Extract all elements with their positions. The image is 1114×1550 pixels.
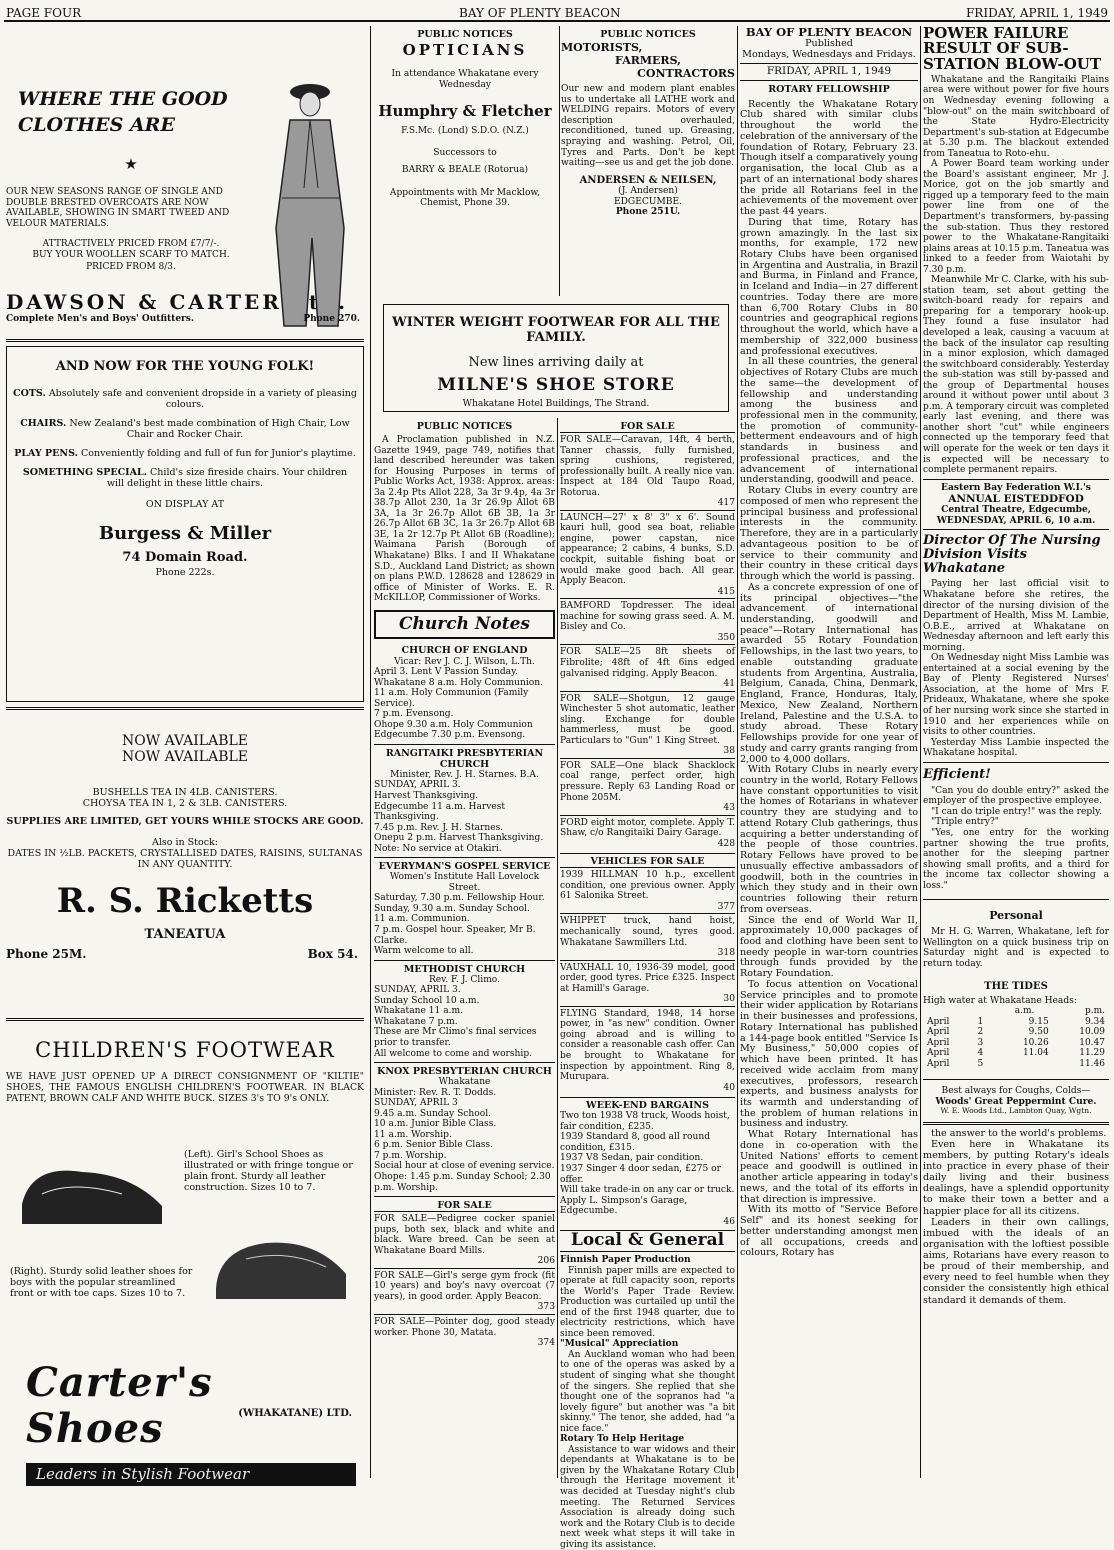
classified-ad-text: BAMFORD Topdresser. The ideal machine for sowing grass seed. A. M. Bisley and Co. — [560, 601, 735, 633]
burgess-ad — [6, 346, 364, 702]
power-failure-heading: POWER FAILURE RESULT OF SUB-STATION BLOW-OUT — [923, 24, 1102, 73]
classified-ad-text: VAUXHALL 10, 1936-39 model, good order, good tyres. Price £325. Inspect at Hamill's Garage. — [560, 962, 735, 994]
vehicles-list — [560, 867, 735, 1094]
dawson-body: OUR NEW SEASONS RANGE OF SINGLE AND DOUBLE BRESTED OVERCOATS ARE NOW AVAILABLE, SHOWING IN SMART TWEED AND VELOUR MATERIALS. — [6, 187, 230, 229]
opticians-predecessor: BARRY & BEALE (Rotorua) — [401, 164, 529, 175]
knox-church-location: Whakatane — [438, 1077, 491, 1088]
tide-am: 10.26 — [1022, 1037, 1049, 1048]
service-line: SUNDAY, APRIL 3 — [374, 1098, 458, 1109]
classified-ad-number: 38 — [723, 746, 735, 757]
tide-row — [923, 1027, 1109, 1037]
service-line: All welcome to come and worship. — [374, 1048, 533, 1059]
bargain-line: Will take trade-in on any car or truck. — [560, 1185, 735, 1196]
classified-ad-number: 377 — [717, 901, 735, 912]
service-line: 6 p.m. Senior Bible Class. — [374, 1140, 493, 1151]
article-paragraph: A Power Board team working under the Board's assistant engineer, Mr J. Morice, got on the job smartly and rigged up a temporary feed to the main power line from one of the Department's transformers, by-passing the sub-station. Thus they restored power to the Whakatane-Rangitaiki plains areas at 10.15 p.m. Taneatua was linked to a feeder from Waiotahi by 7.30 p.m. — [923, 159, 1109, 275]
tides-table — [923, 1006, 1109, 1069]
public-notices-header: PUBLIC NOTICES — [416, 421, 513, 432]
ricketts-line-1: BUSHELLS TEA IN 4LB. CANISTERS. — [92, 787, 278, 799]
service-line: Ohope: 1.45 p.m. Sunday School; 2.30 p.m. Worship. — [374, 1172, 551, 1193]
service-line: Onepu 2 p.m. Harvest Thanksgiving. — [374, 833, 544, 844]
classified-ad-text: FOR SALE—Pointer dog, good steady worker. Phone 30, Matata. — [374, 1317, 555, 1338]
masthead-days: Mondays, Wednesdays and Fridays. — [742, 48, 916, 60]
carters-ad — [6, 1024, 364, 1484]
carters-title: CHILDREN'S FOOTWEAR — [35, 1038, 335, 1062]
article-paragraph: On Wednesday night Miss Lambie was entertained at a social evening by the Bay of Plenty Registered Nurses' Association, at the home of Mrs F. Prideaux, Whakatane, where she spoke of her nursing work since she started in 1910 and her experiences while on visits to other countries. — [923, 653, 1109, 738]
article-paragraph: Meanwhile Mr C. Clarke, with his sub-station team, set about getting the switch-board ready for repairs and preparing for a temporary hook-up. They found a fuse insulator had developed a leak, causing a vacuum at the back of the insulator cap resulting in a minor explosion, which damaged the switchboard considerably. Yesterday the sub-station was still by-passed and the group of Departmental houses around it without power until about 3 p.m. A temporary circuit was completed early last evening, and there was another short "cut" while engineers connected up the temporary feed that will operate for the week or ten days it is expected will be necessary to complete permanent repairs. — [923, 275, 1109, 476]
service-line: 11 a.m. Holy Communion (Family Service). — [374, 688, 529, 709]
motorists-title-3: CONTRACTORS — [637, 66, 735, 80]
rotary-fellowship-article — [740, 100, 918, 1259]
article-paragraph: With Rotary Clubs in nearly every country in the world, Rotary Fellows have constant opportunities to visit the homes of Rotarians in whatever country they are studying and to attend Rotary Club gatherings, thus acquiring a better understanding of the people of those countries. Rotary Fellows have proved to be unusually effective ambassadors of goodwill, both in the countries in which they study and in their own countries following their return from overseas. — [740, 764, 918, 915]
dawson-brand: DAWSON & CARTER Ltd. — [6, 289, 349, 314]
classified-ad-number: 43 — [723, 803, 735, 814]
ricketts-town: TANEATUA — [144, 927, 226, 942]
column-2-lower — [374, 418, 555, 1478]
eisteddfod-date: WEDNESDAY, APRIL 6, 10 a.m. — [936, 514, 1096, 526]
classified-ad-text: FOR SALE—Pedigree cocker spaniel pups, both sex, black and white and black. Ware breed. Can be seen at Whakatane Board Mills. — [374, 1214, 555, 1256]
rotary-heritage-text: Assistance to war widows and their dependants at Whakatane is to be given by the Whakatane Rotary Club through the Heritage movement it was decided at Tuesday night's club meeting. The Returned Services Association is already doing such work and the Rotary Club is to decide next week what steps it will take in giving its assistance. — [560, 1444, 735, 1550]
article-paragraph: "Yes, one entry for the working partner showing the true profits, another for the sleeping partner showing small profits, and a third for the income tax collector showing a loss." — [923, 827, 1109, 891]
bargain-line: 1939 Standard 8, good all round condition, £315. — [560, 1132, 711, 1153]
article-paragraph: Whakatane and the Rangitaiki Plains area were without power for five hours on Wednesday evening following a "blow-out" on the main switchboard of the State Hydro-Electricity Department's sub-station at Edgecumbe at 5.30 p.m. The blackout extended from Taneatua to Roto-ehu. — [923, 74, 1109, 159]
paper-name: BAY OF PLENTY BEACON — [459, 6, 621, 20]
classified-ad-text: FLYING Standard, 1948, 14 horse power, in "as new" condition. Owner going abroad and is willing to consider a reasonable cash offer. Can be brought to Whakatane for inspection by appointment. Ring 8, Murupara. — [560, 1008, 735, 1083]
dawson-price-3: PRICED FROM 8/3. — [86, 262, 176, 273]
tide-am: 11.04 — [1022, 1048, 1049, 1059]
weekend-bargains-header: WEEK-END BARGAINS — [560, 1097, 735, 1111]
knox-church-title: KNOX PRESBYTERIAN CHURCH — [377, 1066, 552, 1078]
service-line: 11 a.m. Communion. — [374, 914, 470, 925]
ricketts-ad — [6, 713, 364, 1015]
article-paragraph: Recently the Whakatane Rotary Club shared with similar clubs throughout the world the celebration of the anniversary of the foundation of Rotary, February 23. Though itself a comparatively young organisation, the local Club as a part of an international body shares the pride all Rotarians feel in the achievements of the movement over the past 44 years. — [740, 98, 918, 218]
dawson-title-1: WHERE THE GOOD — [18, 88, 228, 110]
nursing-director-heading: Director Of The Nursing Division Visits Whakatane — [923, 533, 1101, 576]
classified-ad — [374, 1268, 555, 1314]
classified-ad-text: FOR SALE—Shotgun, 12 gauge Winchester 5 shot automatic, leather sling. Exchange for double hammerless, must be good. Particulars to "Gun" 1 King Street. — [560, 693, 735, 746]
burgess-display: ON DISPLAY AT — [145, 499, 225, 511]
man-in-overcoat-illustration — [260, 78, 356, 338]
classified-ad — [374, 1314, 555, 1350]
classified-ad-number: 41 — [723, 679, 735, 690]
rotary-continuation — [923, 1128, 1109, 1306]
dawson-title-2: CLOTHES ARE — [18, 114, 175, 137]
ricketts-box: Box 54. — [307, 947, 358, 962]
motorists-name: ANDERSEN & NEILSEN, — [579, 174, 717, 186]
church-of-england-vicar: Vicar: Rev J. C. J. Wilson, L.Th. — [394, 656, 535, 667]
opticians-name: Humphry & Fletcher — [378, 101, 552, 120]
carters-left-shoe: (Left). Girl's School Shoes as illustrated or with fringe tongue or plain front. Sturdy all leather construction. Sizes 10 to 7. — [184, 1149, 353, 1194]
article-paragraph: Leaders in their own callings, imbued with the ideals of an organisation with the loftiest possible aims, Rotarians have every reason to be proud of their membership, and every need to feel humble when they consider the consistently high ethical standard it demands of them. — [923, 1216, 1109, 1306]
service-line: 10 a.m. Junior Bible Class. — [374, 1119, 497, 1130]
milnes-name: MILNE'S SHOE STORE — [437, 375, 675, 396]
service-line: Harvest Thanksgiving. — [374, 791, 479, 801]
tide-month: April — [927, 1048, 950, 1059]
ricketts-title-2: NOW AVAILABLE — [122, 749, 248, 766]
ricketts-phone: Phone 25M. — [6, 947, 87, 962]
carters-body: WE HAVE JUST OPENED UP A DIRECT CONSIGNMENT OF "KILTIE" SHOES, THE FAMOUS ENGLISH CHILDREN'S FOOTWEAR. IN BLACK PATENT, BROWN CALF AND WHITE BUCK. SIZES 3's TO 9's ONLY. — [6, 1071, 364, 1104]
nursing-director-article — [923, 579, 1109, 758]
classified-ad-text: FORD eight motor, complete. Apply T. Shaw, c/o Rangitaiki Dairy Garage. — [560, 817, 735, 839]
issue-date: FRIDAY, APRIL 1, 1949 — [965, 6, 1108, 20]
service-line: These are Mr Climo's final services prior to transfer. — [374, 1027, 537, 1048]
rotary-heritage-heading: Rotary To Help Heritage — [560, 1433, 685, 1445]
dawson-phone: Phone 270. — [303, 313, 360, 324]
tide-day: 1 — [977, 1016, 984, 1027]
opticians-successors: Successors to — [433, 148, 497, 159]
classified-ad-number: 40 — [723, 1082, 735, 1093]
finnish-paper-text: Finnish paper mills are expected to operate at full capacity soon, reports the World's Paper Trade Review. Production was curtailed up until the end of the first 1948 quarter, due to electricity restrictions, which have since been removed. — [560, 1265, 735, 1339]
classified-ad-text: LAUNCH—27' x 8' 3" x 6'. Sound kauri hull, good sea boat, reliable engine, power capstan, nice appearance; 2 cabins, 4 bunks, S.D. cockpit, suitable fishing boat or would make good bach. All gear. Apply Beacon. — [560, 512, 735, 587]
column-3 — [560, 418, 735, 1550]
service-line: Sunday, 9.30 a.m. Sunday School. — [374, 903, 530, 914]
classified-ad — [560, 510, 735, 598]
classified-ad-number: 428 — [717, 838, 735, 849]
tides-heading: THE TIDES — [984, 981, 1048, 993]
classified-ad-text: WHIPPET truck, hand hoist, mechanically sound, tyres good. Whakatane Sawmillers Ltd. — [560, 916, 735, 948]
rangitaiki-church-services — [374, 780, 555, 854]
milnes-title: WINTER WEIGHT FOOTWEAR FOR ALL THE FAMILY. — [392, 315, 720, 346]
motorists-title-2: FARMERS, — [615, 53, 681, 67]
weekend-bargains-number: 46 — [723, 1216, 735, 1227]
tide-row — [923, 1048, 1109, 1058]
article-paragraph: "Can you do double entry?" asked the employer of the prospective employee. — [923, 785, 1109, 807]
tide-pm: 10.09 — [1079, 1027, 1105, 1038]
dawson-ad — [6, 26, 364, 336]
personal-heading: Personal — [989, 909, 1043, 923]
service-line: Note: No service at Otakiri. — [374, 843, 502, 854]
service-line: 7 p.m. Gospel hour. Speaker, Mr B. Clarke. — [374, 925, 536, 946]
everymans-gospel-venue: Women's Institute Hall Lovelock Street. — [389, 872, 540, 893]
tide-row — [923, 1017, 1109, 1027]
classified-ad-text: FOR SALE—25 8ft sheets of Fibrolite; 48ft of 4ft 6ins edged galvanised ridging. Apply Beacon. — [560, 647, 735, 679]
star-icon: ★ — [124, 155, 138, 174]
efficient-heading: Efficient! — [923, 766, 991, 782]
ricketts-line-3: SUPPLIES ARE LIMITED, GET YOURS WHILE STOCKS ARE GOOD. — [6, 815, 364, 827]
dawson-price-2: BUY YOUR WOOLLEN SCARF TO MATCH. — [32, 249, 230, 260]
woods-line-1: Best always for Coughs, Colds— — [941, 1085, 1091, 1096]
article-paragraph: Even here in Whakatane its members, by putting Rotary's ideals into practice in every phase of their daily living and their business dealings, have a splendid opportunity to make their town a better and a happier place for all its citizens. — [923, 1138, 1109, 1217]
opticians-ad — [375, 29, 555, 331]
classified-ad-number: 373 — [537, 1302, 555, 1313]
motorists-owner: (J. Andersen) — [618, 186, 678, 197]
ricketts-line-2: CHOYSA TEA IN 1, 2 & 3LB. CANISTERS. — [82, 798, 288, 810]
service-line: Saturday, 7.30 p.m. Fellowship Hour. — [374, 893, 545, 904]
tide-month: April — [927, 1016, 950, 1027]
tide-pm: 11.46 — [1079, 1058, 1105, 1069]
article-paragraph: "I can do triple entry!" was the reply. — [931, 806, 1102, 817]
service-line: Ohope 9.30 a.m. Holy Communion — [374, 719, 533, 730]
for-sale-header: FOR SALE — [620, 421, 675, 432]
tide-month: April — [927, 1058, 950, 1069]
page-header — [4, 4, 1110, 22]
classified-ad-number: 374 — [537, 1338, 555, 1349]
bargain-line: Apply L. Simpson's Garage, Edgecumbe. — [560, 1195, 688, 1217]
woods-line-3: W. E. Woods Ltd., Lambton Quay, Wgtn. — [940, 1106, 1092, 1116]
tide-month: April — [927, 1027, 950, 1038]
musical-heading: "Musical" Appreciation — [560, 1338, 679, 1350]
eisteddfod-venue: Central Theatre, Edgecumbe, — [941, 504, 1091, 516]
article-paragraph: Rotary Clubs in every country are composed of men who represent the principal business and professional interests in the community. Therefore, they are in a particularly advantageous position to be of service to their community and their country in these critical days through which the world is passing. — [740, 485, 918, 583]
article-paragraph: Since the end of World War II, approximately 10,000 packages of food and clothing have been sent to needy people in war-torn countries through funds provided by the Rotary Foundation. — [740, 914, 918, 980]
opticians-line-1: In attendance Whakatane every — [391, 69, 539, 80]
for-sale-list — [560, 432, 735, 850]
musical-text: An Auckland woman who had been to one of the operas was asked by a student of singing what she thought of the singers. She replied that she thought one of the sopranos had "a lovely figure" but another was "a bit skinny." The tenor, she added, had "a nice face." — [560, 1349, 735, 1434]
classified-ad — [560, 644, 735, 690]
for-sale-header-2: FOR SALE — [437, 1200, 492, 1212]
service-line: 7 p.m. Evensong. — [374, 709, 454, 720]
burgess-cots: COTS. Absolutely safe and convenient dropside in a variety of pleasing colours. — [13, 388, 357, 411]
local-general-header: Local & General — [560, 1230, 735, 1252]
classified-ad — [560, 432, 735, 510]
motorists-header: PUBLIC NOTICES — [600, 29, 696, 40]
masthead: BAY OF PLENTY BEACON — [745, 25, 913, 39]
classified-ad-number: 30 — [723, 994, 735, 1005]
woods-line-2: Woods' Great Peppermint Cure. — [935, 1095, 1097, 1107]
tide-am: 9.15 — [1028, 1016, 1049, 1027]
article-paragraph: Yesterday Miss Lambie inspected the Whakatane hospital. — [923, 737, 1109, 759]
article-paragraph: During that time, Rotary has grown amazingly. In the last six months, for example, 172 new Rotary Clubs have been organised in Argentina and Australia, in Brazil and Burma, in Finland and France, in Iceland and India—in 27 different countries. Today there are more than 6,700 Rotary Clubs in 80 countries and geographical regions throughout the world, which have a membership of 322,000 business and professional executives. — [740, 216, 918, 357]
classified-ad — [560, 815, 735, 851]
eisteddfod-federation: Eastern Bay Federation W.I.'s — [941, 481, 1091, 493]
burgess-address: 74 Domain Road. — [122, 550, 248, 566]
tide-row — [923, 1038, 1109, 1048]
tide-am: 9.50 — [1028, 1027, 1049, 1038]
milnes-address: Whakatane Hotel Buildings, The Strand. — [462, 398, 650, 409]
article-paragraph: To focus attention on Vocational Service principles and to promote their wider application by Rotarians in their businesses and professions, Rotary International has published a 144-page book entitled "Service Is My Business," 50,000 copies of which have been printed. It has received wide acclaim from many executives, professors, research experts, and business analysts for its warmth and understanding of the problem of human relations in business and industry. — [740, 978, 918, 1130]
rangitaiki-church-title: RANGITAIKI PRESBYTERIAN CHURCH — [385, 747, 544, 770]
methodist-church-services — [374, 985, 555, 1059]
classified-ad-text: FOR SALE—Girl's serge gym frock (fit 10 years) and boy's navy overcoat (7 years), in good order. Apply Beacon. — [374, 1270, 555, 1302]
proclamation-notice: A Proclamation published in N.Z. Gazette 1949, page 749, notifies that land described hereunder was taken for Housing Purposes in terms of Public Works Act, 1938: Approx. areas: 3a 2.4p Pts Allot 228, 3a 3r 9.4p, 4a 3r 38.7p Allot 230, 1a 3r 26.9p Allot 6B 3A, 1a 3r 26.7p Allot 6B 3B, 1a 3r 26.7p Allot 6B 3C, 1a 3r 26.7p Allot 6B 3E, 1a 2r 12.7p Pt Allot 6B (Roadline); Waimana Parish (Borough of Whakatane) Blks. I and II Whakatane S.D., Auckland Land District; as shown on plans P.W.D. 128628 and 128629 in office of Minister of Works. E. R. McKILLOP, Commissioner of Works. — [374, 435, 555, 604]
article-paragraph: As a concrete expression of one of its principal objectives—"the advancement of international understanding, goodwill and peace"—Rotary International has awarded 55 Rotary Foundation Fellowships, in the last two years, to enable outstanding graduate students from Argentina, Australia, Belgium, Canada, China, Denmark, England, France, Honduras, Italy, Mexico, New Zealand, Northern Ireland, Palestine and the U.S.A. to study abroad. These Rotary Fellowships provide for one year of study and carry grants ranging from 2,000 to 4,000 dollars. — [740, 581, 918, 765]
church-of-england-services — [374, 667, 555, 741]
service-line: Social hour at close of evening service. — [374, 1161, 555, 1172]
tide-am — [996, 1059, 1052, 1069]
motorists-body: Our new and modern plant enables us to undertake all LATHE work and WELDING repairs. Motors of every description overhauled, reconditioned, tuned up. Greasing, spraying and washing. Petrol, Oil, Tyres and Parts. Don't be kept waiting—see us and get the job done. — [561, 84, 735, 169]
ricketts-name: R. S. Ricketts — [56, 880, 314, 921]
burgess-special: SOMETHING SPECIAL. Child's size fireside chairs. Your children will delight in these little chairs. — [22, 467, 348, 490]
burgess-title: AND NOW FOR THE YOUNG FOLK! — [55, 359, 315, 374]
classified-ad — [560, 691, 735, 758]
burgess-play-pens: PLAY PENS. Conveniently folding and full of fun for Junior's playtime. — [14, 448, 356, 460]
classified-ad — [560, 598, 735, 644]
carters-logo: Carter's Shoes (WHAKATANE) LTD. Leaders in Stylish Footwear — [26, 1360, 356, 1460]
milnes-ad — [383, 304, 729, 412]
bargain-line: Two ton 1938 V8 truck, Woods hoist, fair condition, £235. — [560, 1111, 730, 1132]
knox-church-services — [374, 1088, 555, 1193]
boys-shoe-illustration — [206, 1219, 356, 1319]
opticians-title: OPTICIANS — [402, 41, 528, 60]
methodist-church-title: METHODIST CHURCH — [403, 963, 526, 975]
tide-pm: 11.29 — [1079, 1048, 1105, 1059]
for-sale-list-2 — [374, 1211, 555, 1350]
classified-ad — [560, 1006, 735, 1094]
methodist-church-minister: Rev. F. J. Climo. — [428, 974, 501, 985]
church-notes-logo: Church Notes — [374, 610, 555, 640]
classified-ad — [560, 960, 735, 1006]
opticians-qualification: F.S.Mc. (Lond) S.D.O. (N.Z.) — [401, 125, 529, 136]
classified-ad — [560, 758, 735, 815]
finnish-paper-heading: Finnish Paper Production — [560, 1253, 691, 1265]
column-1 — [6, 26, 364, 1483]
classified-ad — [560, 913, 735, 959]
motorists-title-1: MOTORISTS, — [561, 41, 643, 55]
service-line: SUNDAY, APRIL 3. — [374, 780, 461, 791]
tide-day: 4 — [977, 1048, 984, 1059]
tides-pm-header: p.m. — [1084, 1006, 1105, 1017]
bargain-line: 1937 Singer 4 door sedan, £275 or offer. — [560, 1163, 721, 1185]
classified-ad-text: FOR SALE—Caravan, 14ft, 4 berth, Tanner chassis, fully furnished, spring cushions, registered, professionally built. A really nice van. Inspect at 184 Old Taupo Road, Rotorua. — [560, 435, 735, 498]
article-paragraph: Paying her last official visit to Whakatane before she retires, the director of the nursing division of the Department of Health, Miss M. Lambie, O.B.E., arrived at Whakatane on Wednesday afternoon and left early this morning. — [923, 579, 1109, 653]
opticians-header: PUBLIC NOTICES — [417, 29, 513, 40]
personal-text: Mr H. G. Warren, Whakatane, left for Wellington on a quick business trip on Saturday night and is expected to return today. — [923, 927, 1109, 969]
article-paragraph: With its motto of "Service Before Self" and its honest seeking for better understanding amongst men of all occupations, creeds and colours, Rotary has — [740, 1204, 918, 1259]
page-number: PAGE FOUR — [6, 6, 82, 20]
everymans-gospel-title: EVERYMAN'S GOSPEL SERVICE — [378, 861, 551, 873]
ricketts-title-1: NOW AVAILABLE — [122, 733, 248, 749]
classified-ad-number: 415 — [717, 586, 735, 597]
column-4-editorial — [740, 26, 918, 1478]
service-line: 7.45 p.m. Rev. J. H. Starnes. — [374, 822, 504, 833]
tide-day: 2 — [977, 1027, 984, 1038]
masthead-date: FRIDAY, APRIL 1, 1949 — [740, 63, 918, 81]
tide-day: 5 — [977, 1058, 984, 1069]
bargain-line: 1937 V8 Sedan, pair condition. — [560, 1153, 704, 1164]
motorists-ad — [561, 26, 735, 296]
masthead-published: Published — [805, 37, 853, 49]
tide-pm: 9.34 — [1084, 1016, 1105, 1027]
ricketts-line-4: Also in Stock: — [151, 836, 218, 848]
power-failure-article — [923, 75, 1109, 476]
carters-slogan: Leaders in Stylish Footwear — [26, 1463, 356, 1486]
service-line: Edgecumbe 7.30 p.m. Evensong. — [374, 730, 526, 741]
motorists-phone: Phone 251U. — [615, 206, 681, 218]
classified-ad-number: 350 — [717, 632, 735, 643]
burgess-chairs: CHAIRS. New Zealand's best made combination of High Chair, Low Chair and Rocker Chair. — [20, 418, 350, 441]
burgess-phone: Phone 222s. — [155, 567, 215, 579]
milnes-subtitle: New lines arriving daily at — [468, 355, 644, 371]
service-line: SUNDAY, APRIL 3. — [374, 985, 461, 996]
rangitaiki-church-minister: Minister, Rev. J. H. Starnes. B.A. — [390, 769, 539, 780]
eisteddfod-name: ANNUAL EISTEDDFOD — [948, 493, 1084, 506]
classified-ad — [374, 1211, 555, 1268]
girls-shoe-illustration — [12, 1144, 172, 1244]
ricketts-contact — [6, 948, 364, 962]
classified-ad-number: 206 — [537, 1256, 555, 1267]
tide-day: 3 — [977, 1037, 984, 1048]
service-line: Sunday School 10 a.m. — [374, 995, 480, 1006]
classified-ad-number: 417 — [717, 498, 735, 509]
article-paragraph: "Triple entry?" — [931, 817, 999, 828]
classified-ad-number: 318 — [717, 948, 735, 959]
dawson-price-1: ATTRACTIVELY PRICED FROM £7/7/-. — [42, 239, 220, 250]
church-of-england-title: CHURCH OF ENGLAND — [401, 645, 528, 657]
service-line: 9.45 a.m. Sunday School. — [374, 1108, 491, 1119]
column-5 — [923, 26, 1109, 1478]
service-line: April 3. Lent V Passion Sunday. Whakatane 8 a.m. Holy Communion. — [374, 667, 544, 688]
tide-row — [923, 1059, 1109, 1069]
dawson-tagline: Complete Men's and Boys' Outfitters. Phone 270. — [6, 313, 360, 324]
tides-subheading: High water at Whakatane Heads: — [923, 995, 1077, 1006]
article-paragraph: the answer to the world's problems. — [931, 1127, 1107, 1139]
motorists-town: EDGECUMBE. — [614, 196, 682, 207]
article-paragraph: What Rotary International has done in co-operation with the United Nations' efforts to cement peace and goodwill is outlined in another article appearing in today's news, and the total of its efforts in that direction is impressive. — [740, 1129, 918, 1205]
service-line: Minister: Rev. R. T. Dodds. — [374, 1087, 497, 1098]
opticians-line-2: Wednesday — [438, 79, 492, 90]
classified-ad-text: 1939 HILLMAN 10 h.p., excellent condition, one previous owner. Apply 61 Salonika Street. — [560, 870, 735, 902]
weekend-bargains-body — [560, 1111, 735, 1216]
rotary-fellowship-heading: ROTARY FELLOWSHIP — [768, 84, 890, 96]
efficient-article — [923, 786, 1109, 891]
tide-month: April — [927, 1037, 950, 1048]
carters-right-shoe: (Right). Sturdy solid leather shoes for boys with the popular streamlined front or with toe caps. Sizes 10 to 7. — [10, 1266, 193, 1300]
article-paragraph: In all these countries, the general objectives of Rotary Clubs are much the same—the development of fellowship and understanding among the business and professional men in the community, the promotion of community-betterment endeavours and of high standards in business and professional practices, and the advancement of international understanding, goodwill and peace. — [740, 356, 918, 486]
service-line: Whakatane 7 p.m. — [374, 1016, 458, 1027]
tides-am-header: a.m. — [1014, 1006, 1035, 1017]
classified-ad — [560, 867, 735, 913]
vehicles-header: VEHICLES FOR SALE — [560, 853, 735, 867]
opticians-appointments: Appointments with Mr Macklow, Chemist, Phone 39. — [389, 187, 541, 209]
tide-pm: 10.47 — [1079, 1037, 1105, 1048]
service-line: Warm welcome to all. — [374, 946, 474, 957]
burgess-name: Burgess & Miller — [98, 523, 272, 545]
classified-ad-text: FOR SALE—One black Shacklock coal range, perfect order, high pressure. Reply 63 Landing Road or Phone 205M. — [560, 760, 735, 803]
service-line: 7 p.m. Worship. — [374, 1150, 447, 1161]
service-line: 11 a.m. Worship. — [374, 1129, 452, 1140]
everymans-gospel-services — [374, 893, 555, 956]
ricketts-line-5: DATES IN ½LB. PACKETS, CRYSTALLISED DATES, RAISINS, SULTANAS IN ANY QUANTITY. — [7, 847, 363, 870]
service-line: Whakatane 11 a.m. — [374, 1006, 464, 1017]
service-line: Edgecumbe 11 a.m. Harvest Thanksgiving. — [374, 801, 506, 823]
